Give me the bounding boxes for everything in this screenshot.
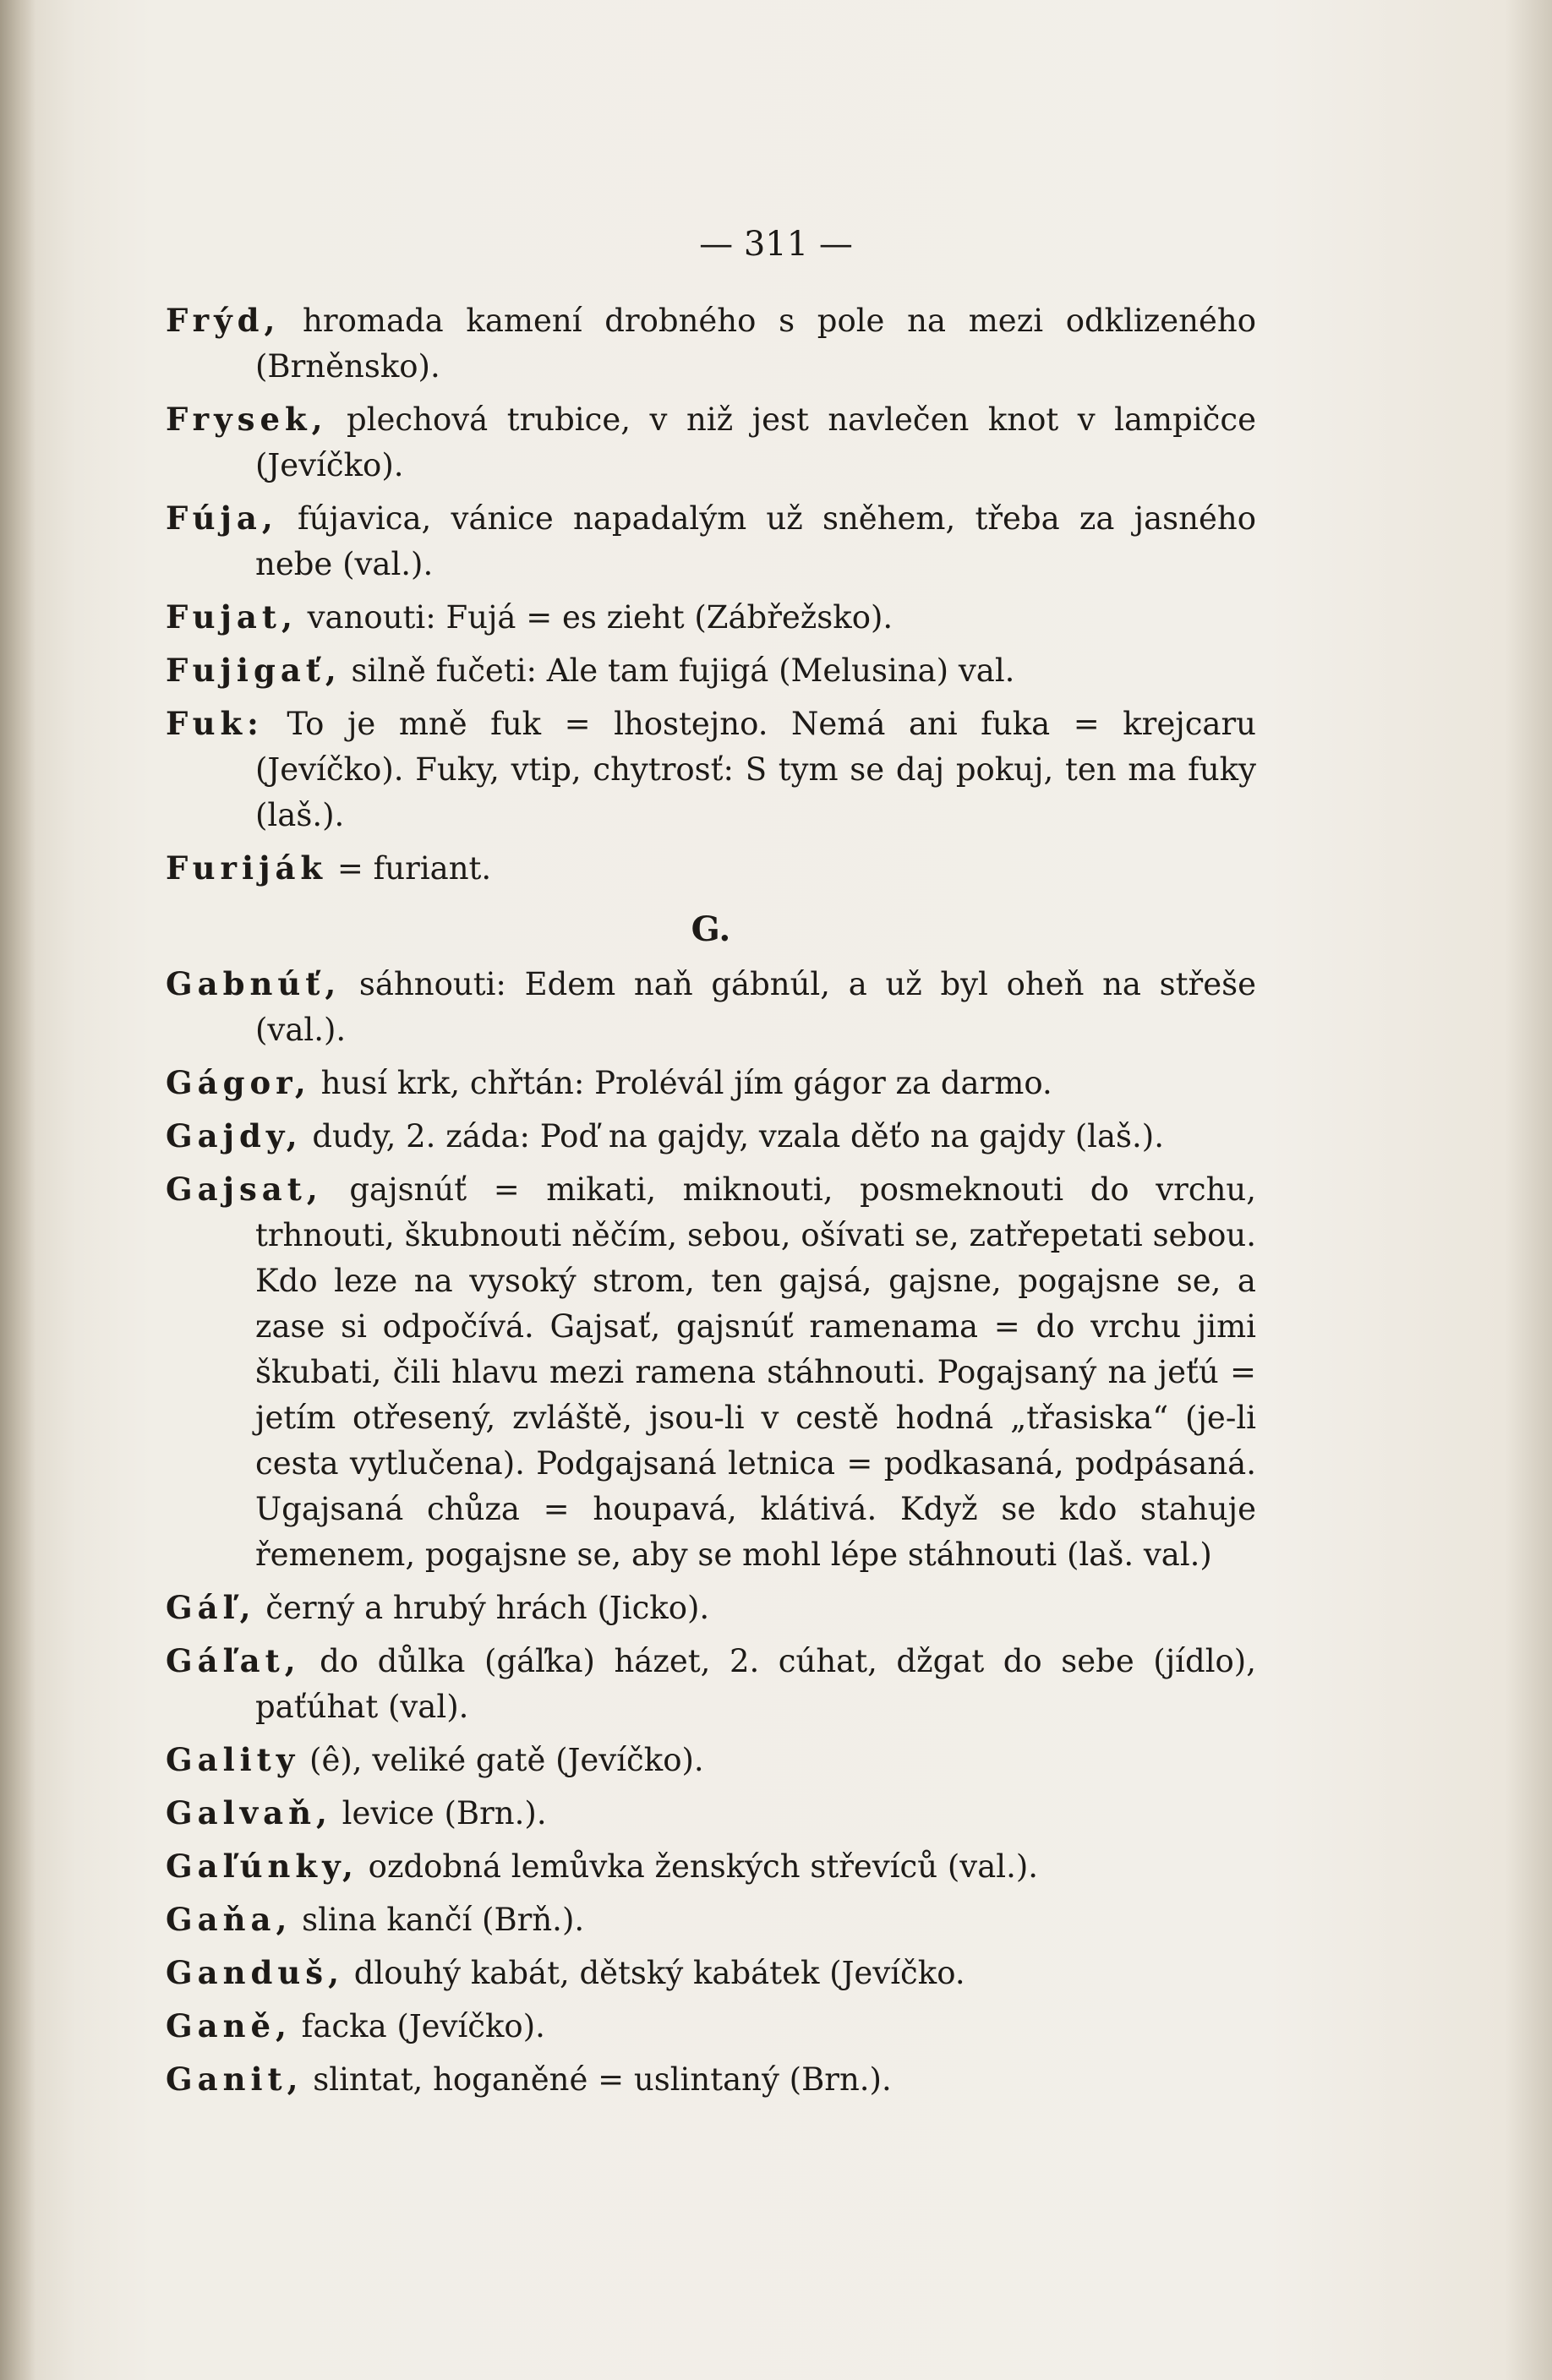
dictionary-entry [166,396,1256,489]
entry-definition: (ê), veliké gatě (Jevíčko). [299,1742,704,1778]
dictionary-entry [166,495,1256,587]
dictionary-entry [166,1060,1256,1106]
entry-headword: Gáľ, [166,1589,256,1626]
dictionary-entry [166,594,1256,641]
entry-headword: Gajdy, [166,1117,303,1155]
entry-definition: slintat, hoganěné = uslintaný (Brn.). [303,2061,892,2098]
dictionary-entry [166,2003,1256,2050]
entry-headword: Gáľat, [166,1642,301,1679]
entry-definition: ozdobná lemůvka ženských střevíců (val.). [358,1848,1039,1885]
entry-headword: Gality [166,1741,300,1778]
dictionary-entry [166,1950,1256,1996]
dictionary-entry [166,298,1256,390]
entry-definition: = furiant. [327,850,492,887]
dictionary-entry [166,845,1256,892]
entry-headword: Fuk: [166,705,264,742]
entry-definition: do důlka (gáľka) házet, 2. cúhat, džgat do sebe (jídlo), paťúhat (val). [255,1643,1256,1725]
dictionary-entry [166,1737,1256,1783]
dictionary-entry [166,961,1256,1053]
dictionary-entry [166,1585,1256,1631]
entry-headword: Gajsat, [166,1171,323,1208]
dictionary-entry [166,1638,1256,1730]
entry-headword: Fúja, [166,499,278,537]
entry-definition: slina kančí (Brň.). [292,1902,585,1938]
entry-definition: dudy, 2. záda: Poď na gajdy, vzala děťo na gajdy (laš.). [302,1118,1164,1155]
entry-headword: Ganduš, [166,1954,344,1991]
entry-definition: dlouhý kabát, dětský kabátek (Jevíčko. [343,1955,965,1991]
entry-definition: husí krk, chřtán: Prolévál jím gágor za darmo. [310,1065,1052,1101]
entry-headword: Gaľúnky, [166,1848,358,1885]
entry-definition: vanouti: Fujá = es zieht (Zábřežsko). [297,599,893,636]
entry-headword: Ganě, [166,2007,292,2044]
entry-definition: fújavica, vánice napadalým už sněhem, třeba za jasného nebe (val.). [255,500,1256,582]
dictionary-entry [166,2056,1256,2103]
entry-headword: Galvaň, [166,1794,332,1831]
entry-definition: gajsnúť = mikati, miknouti, posmeknouti do vrchu, trhnouti, škubnouti něčím, sebou, ošívati se, zatřepetati sebou. Kdo leze na vysoký strom, ten gajsá, gajsne, pogajsne se, a zase si odpočívá. Gajsať, gajsnúť ramenama = do vrchu jimi škubati, čili hlavu mezi ramena stáhnouti. Pogajsaný na jeťú = jetím otřesený, zvláště, jsou-li v cestě hodná „třasiska“ (je-li cesta vytlučena). Podgajsaná letnica = podkasaná, podpásaná. Ugajsaná chůza = houpavá, klátivá. Když se kdo stahuje řemenem, pogajsne se, aby se mohl lépe stáhnouti (laš. val.) [255,1171,1256,1573]
section-letter-heading: G. [691,909,731,949]
dictionary-entry [166,1790,1256,1837]
page-number: — 311 — [699,225,853,264]
dictionary-entry [166,647,1256,694]
entry-definition: hromada kamení drobného s pole na mezi odklizeného (Brněnsko). [255,303,1256,385]
entry-headword: Frysek, [166,401,328,438]
entry-definition: To je mně fuk = lhostejno. Nemá ani fuka = krejcaru (Jevíčko). Fuky, vtip, chytrosť: S tym se daj pokuj, ten ma fuky (laš.). [255,706,1256,833]
entry-headword: Furiják [166,849,328,887]
entry-headword: Gágor, [166,1064,311,1101]
entry-headword: Ganit, [166,2061,303,2098]
entry-headword: Gabnúť, [166,965,342,1002]
entry-headword: Fujat, [166,598,298,636]
entry-definition: plechová trubice, v niž jest navlečen knot v lampičce (Jevíčko). [255,401,1256,483]
dictionary-entries [166,298,1256,2110]
dictionary-entry [166,701,1256,838]
entry-definition: černý a hrubý hrách (Jicko). [255,1590,710,1626]
dictionary-entry [166,1113,1256,1160]
dictionary-entry [166,1166,1256,1578]
entry-definition: sáhnouti: Edem naň gábnúl, a už byl oheň na střeše (val.). [255,966,1256,1048]
dictionary-entry [166,1897,1256,1943]
entry-headword: Gaňa, [166,1901,292,1938]
dictionary-entry [166,1843,1256,1890]
entry-definition: facka (Jevíčko). [291,2008,545,2044]
book-spine-shadow [0,0,36,2380]
entry-headword: Fujigať, [166,652,342,689]
entry-definition: silně fučeti: Ale tam fujigá (Melusina) val. [341,652,1015,689]
entry-headword: Frýd, [166,302,281,339]
entry-definition: levice (Brn.). [331,1795,547,1831]
